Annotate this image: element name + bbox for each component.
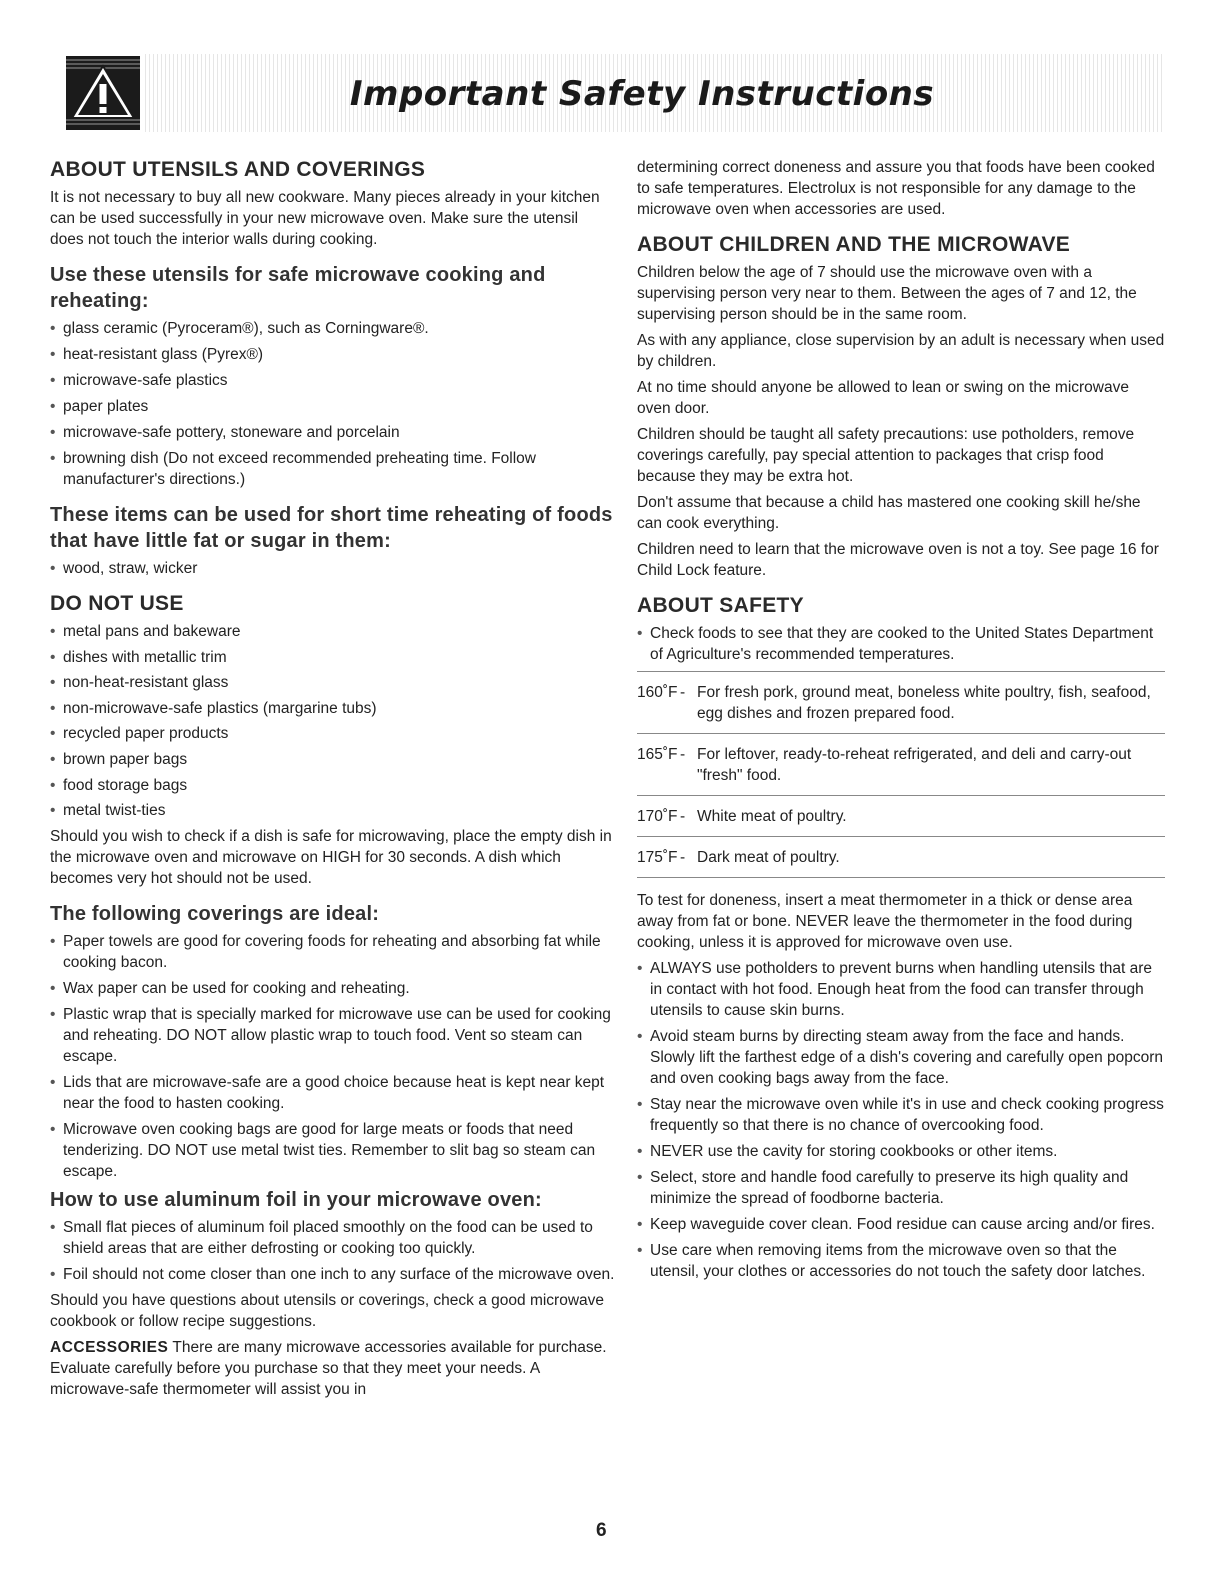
children-heading: ABOUT CHILDREN AND THE MICROWAVE xyxy=(637,233,1071,256)
list-item: • wood, straw, wicker xyxy=(50,558,615,579)
do-not-use-heading: DO NOT USE xyxy=(50,592,184,615)
aluminum-foil-list xyxy=(50,1217,615,1285)
children-paragraph: Children should be taught all safety precautions: use potholders, remove coverings carefully, pay special attention to packages that crisp food because they may be extra hot. xyxy=(637,426,1135,485)
short-reheating-list xyxy=(50,558,615,579)
list-item: • Plastic wrap that is specially marked for microwave use can be used for cooking and reheating. DO NOT allow plastic wrap to touch food. Vent so steam can escape. xyxy=(50,1004,615,1067)
coverings-heading: The following coverings are ideal: xyxy=(50,902,380,925)
accessories-continued: determining correct doneness and assure you that foods have been cooked to safe temperatures. Electrolux is not responsible for any damage to the microwave oven when accessories are used. xyxy=(637,159,1155,218)
list-item: • Check foods to see that they are cooked to the United States Department of Agriculture's recommended temperatures. xyxy=(637,623,1165,665)
temperature-description: For fresh pork, ground meat, boneless white poultry, fish, seafood, egg dishes and frozen prepared food. xyxy=(697,684,1151,722)
do-not-use-list xyxy=(50,621,615,821)
temperature-dash: - xyxy=(680,808,686,825)
left-column xyxy=(50,157,615,1405)
list-item: • Avoid steam burns by directing steam away from the face and hands. Slowly lift the farthest edge of a dish's covering and carefully open popcorn and oven cooking bags away from the face. xyxy=(637,1026,1165,1089)
list-item: • non-heat-resistant glass xyxy=(50,672,615,693)
list-item: • food storage bags xyxy=(50,775,615,796)
list-item: • microwave-safe plastics xyxy=(50,370,615,391)
list-item: • metal twist-ties xyxy=(50,800,615,821)
list-item: • Select, store and handle food carefully to preserve its high quality and minimize the spread of foodborne bacteria. xyxy=(637,1167,1165,1209)
temperature-value: 160˚F xyxy=(637,684,678,701)
temperature-description: White meat of poultry. xyxy=(697,808,847,825)
safety-intro-list xyxy=(637,623,1165,665)
temperature-row xyxy=(637,837,1165,878)
temperature-value: 165˚F xyxy=(637,746,678,763)
temperature-dash: - xyxy=(680,849,686,866)
temperature-description: For leftover, ready-to-reheat refrigerated, and deli and carry-out "fresh" food. xyxy=(697,746,1132,784)
list-item: • Keep waveguide cover clean. Food residue can cause arcing and/or fires. xyxy=(637,1214,1165,1235)
list-item: • brown paper bags xyxy=(50,749,615,770)
list-item: • Stay near the microwave oven while it's in use and check cooking progress frequently so that there is no chance of overcooking food. xyxy=(637,1094,1165,1136)
list-item: • Small flat pieces of aluminum foil placed smoothly on the food can be used to shield areas that are either defrosting or cooking too quickly. xyxy=(50,1217,615,1259)
right-column xyxy=(637,157,1165,1287)
list-item: • Use care when removing items from the microwave oven so that the utensil, your clothes or accessories do not touch the safety door latches. xyxy=(637,1240,1165,1282)
questions-paragraph: Should you have questions about utensils or coverings, check a good microwave cookbook or follow recipe suggestions. xyxy=(50,1291,605,1330)
list-item: • dishes with metallic trim xyxy=(50,647,615,668)
safe-utensils-heading: Use these utensils for safe microwave cooking and reheating: xyxy=(50,264,546,312)
check-dish-paragraph: Should you wish to check if a dish is safe for microwaving, place the empty dish in the microwave oven and microwave on HIGH for 30 seconds. A dish which becomes very hot should not be used. xyxy=(50,827,612,887)
accessories-text: There are many microwave accessories available for purchase. Evaluate carefully before you purchase so that they meet your needs. A microwave-safe thermometer will assist you in xyxy=(50,1338,607,1398)
header-banner xyxy=(62,54,1162,132)
temperature-row xyxy=(637,796,1165,837)
list-item: • microwave-safe pottery, stoneware and porcelain xyxy=(50,422,615,443)
accessories-label: ACCESSORIES xyxy=(50,1338,169,1356)
list-item: • recycled paper products xyxy=(50,723,615,744)
list-item: • Lids that are microwave-safe are a good choice because heat is kept near kept near the food to hasten cooking. xyxy=(50,1072,615,1114)
temperature-table xyxy=(637,671,1165,878)
list-item: • metal pans and bakeware xyxy=(50,621,615,642)
temperature-row xyxy=(637,672,1165,734)
children-paragraph: At no time should anyone be allowed to lean or swing on the microwave oven door. xyxy=(637,379,1129,417)
safety-heading: ABOUT SAFETY xyxy=(637,594,804,617)
accessories-paragraph xyxy=(50,1337,615,1400)
list-item: • glass ceramic (Pyroceram®), such as Corningware®. xyxy=(50,318,615,339)
list-item: • heat-resistant glass (Pyrex®) xyxy=(50,344,615,365)
list-item: • non-microwave-safe plastics (margarine tubs) xyxy=(50,698,615,719)
temperature-value: 175˚F xyxy=(637,849,678,866)
temperature-description: Dark meat of poultry. xyxy=(697,849,840,866)
page-title: Important Safety Instructions xyxy=(349,74,935,114)
aluminum-foil-heading: How to use aluminum foil in your microwave oven: xyxy=(50,1188,542,1211)
children-paragraph: Children below the age of 7 should use the microwave oven with a supervising person very near to them. Between the ages of 7 and 12, the supervising person should be in the same room. xyxy=(637,264,1137,323)
list-item: • Foil should not come closer than one inch to any surface of the microwave oven. xyxy=(50,1264,615,1285)
temperature-row xyxy=(637,734,1165,796)
page-number: 6 xyxy=(596,1520,607,1541)
list-item: • browning dish (Do not exceed recommended preheating time. Follow manufacturer's directions.) xyxy=(50,448,615,490)
children-paragraph: As with any appliance, close supervision by an adult is necessary when used by children. xyxy=(637,332,1165,370)
safe-utensils-list xyxy=(50,318,615,490)
list-item: • Wax paper can be used for cooking and reheating. xyxy=(50,978,615,999)
coverings-list xyxy=(50,931,615,1182)
doneness-paragraph: To test for doneness, insert a meat thermometer in a thick or dense area away from fat or bone. NEVER leave the thermometer in the food during cooking, unless it is approved for microwave oven use. xyxy=(637,892,1133,951)
safety-list xyxy=(637,958,1165,1282)
temperature-value: 170˚F xyxy=(637,808,678,825)
short-reheating-heading: These items can be used for short time reheating of foods that have little fat or sugar in them: xyxy=(50,504,613,552)
list-item: • paper plates xyxy=(50,396,615,417)
list-item: • Microwave oven cooking bags are good for large meats or foods that need tenderizing. DO NOT use metal twist ties. Remember to slit bag so steam can escape. xyxy=(50,1119,615,1182)
utensils-heading: ABOUT UTENSILS AND COVERINGS xyxy=(50,158,426,181)
utensils-intro: It is not necessary to buy all new cookware. Many pieces already in your kitchen can be used successfully in your new microwave oven. Make sure the utensil does not touch the interior walls during cooking. xyxy=(50,189,600,248)
list-item: • ALWAYS use potholders to prevent burns when handling utensils that are in contact with hot food. Enough heat from the food can transfer through utensils to cause skin burns. xyxy=(637,958,1165,1021)
list-item: • Paper towels are good for covering foods for reheating and absorbing fat while cooking bacon. xyxy=(50,931,615,973)
temperature-dash: - xyxy=(680,684,686,701)
list-item: • NEVER use the cavity for storing cookbooks or other items. xyxy=(637,1141,1165,1162)
warning-triangle-icon xyxy=(62,54,144,132)
children-paragraph: Children need to learn that the microwave oven is not a toy. See page 16 for Child Lock feature. xyxy=(637,541,1159,579)
temperature-dash: - xyxy=(680,746,686,763)
children-paragraph: Don't assume that because a child has mastered one cooking skill he/she can cook everything. xyxy=(637,494,1141,532)
